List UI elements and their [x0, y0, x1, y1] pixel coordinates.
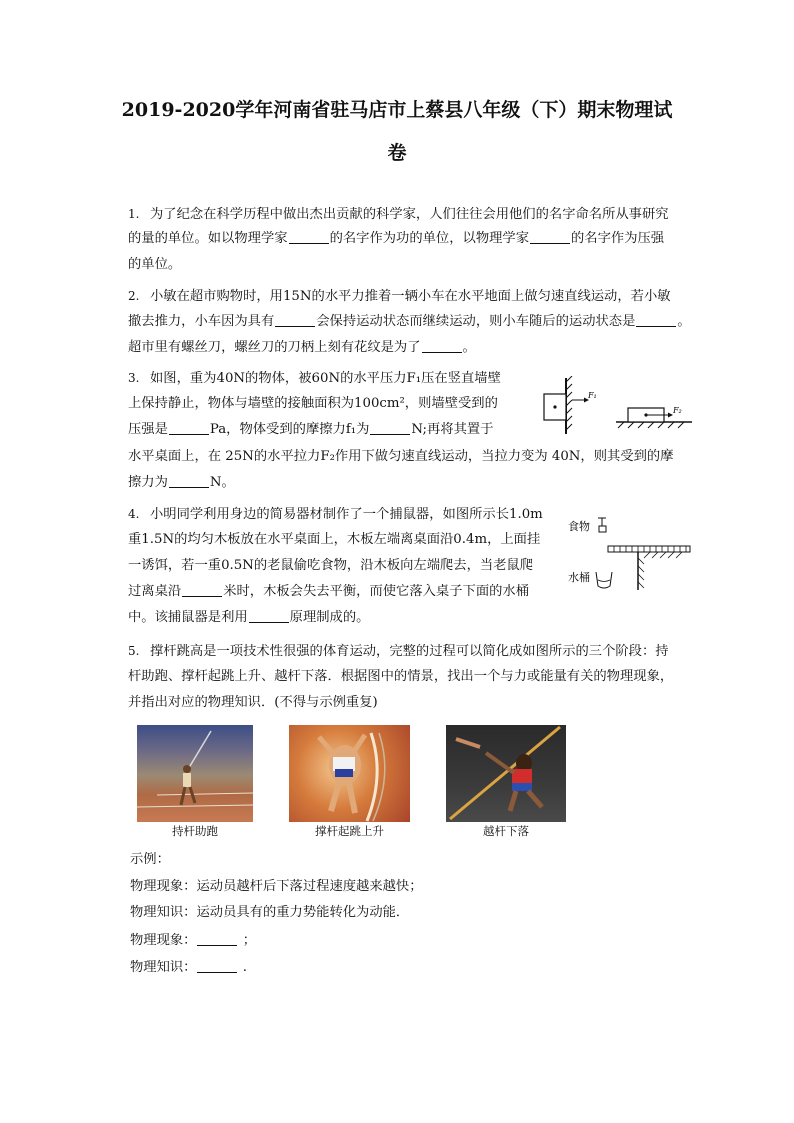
answer-blank[interactable]	[275, 312, 315, 327]
answer-blank[interactable]	[197, 958, 237, 973]
answer-blank[interactable]	[636, 312, 676, 327]
q5-line3: 并指出对应的物理知识．(不得与示例重复)	[128, 695, 378, 710]
q4-line2: 重1.5N的均匀木板放在水平桌面上，木板左端离桌面沿0.4m，上面挂	[128, 532, 541, 547]
pole-takeoff-photo	[289, 725, 410, 822]
bait-hook-figure	[598, 518, 606, 532]
bar-clearance-photo	[446, 725, 566, 822]
answer-blank[interactable]	[370, 420, 410, 435]
q3-force-diagram	[536, 376, 696, 436]
caption-bar-clearance: 越杆下落	[483, 824, 529, 838]
wooden-board-figure	[608, 546, 690, 552]
q5-number: 5.	[128, 644, 140, 658]
q1-number: 1.	[128, 207, 140, 221]
q1-line2: 的量的单位。如以物理学家 的名字作为功的单位，以物理学家 的名字作为压强	[128, 231, 665, 246]
q3-line3: 压强是 Pa，物体受到的摩擦力f₁为 N;再将其置于	[128, 422, 494, 437]
q3-line4: 水平桌面上，在 25N的水平拉力F₂作用下做匀速直线运动，当拉力变为 40N，则其受到的摩	[128, 449, 674, 464]
q3-number: 3.	[128, 371, 140, 385]
answer-blank[interactable]	[249, 608, 289, 623]
answer-blank[interactable]	[289, 229, 329, 244]
q2-line1: 2. 小敏在超市购物时，用15N的水平力推着一辆小车在水平地面上做匀速直线运动，若小敏	[128, 285, 671, 308]
example-phenomenon: 物理现象：运动员越杆后下落过程速度越来越快；	[130, 879, 423, 894]
q2-number: 2.	[128, 289, 140, 303]
q3-line1: 3. 如图，重为40N的物体，被60N的水平压力F₁压在竖直墙壁	[128, 367, 501, 390]
mousetrap-diagram	[566, 508, 694, 594]
q3-line2: 上保持静止，物体与墙壁的接触面积为100cm²，则墙壁受到的	[128, 396, 498, 411]
water-bucket-figure	[596, 572, 612, 588]
answer-blank[interactable]	[169, 473, 209, 488]
q4-line4: 过离桌沿 米时，木板会失去平衡，而使它落入桌子下面的水桶	[128, 584, 530, 599]
q2-line3: 超市里有螺丝刀，螺丝刀的刀柄上刻有花纹是为了 。	[128, 340, 476, 355]
answer-blank[interactable]	[422, 338, 462, 353]
answer-blank[interactable]	[182, 582, 222, 597]
q4-number: 4.	[128, 507, 140, 521]
q4-line1: 4. 小明同学利用身边的简易器材制作了一个捕鼠器，如图所示长1.0m	[128, 503, 543, 526]
answer-blank[interactable]	[197, 931, 237, 946]
q1-line1: 1. 为了纪念在科学历程中做出杰出贡献的科学家，人们往往会用他们的名字命名所从事研究	[128, 203, 669, 226]
caption-pole-takeoff: 撑杆起跳上升	[315, 824, 384, 838]
caption-pole-run: 持杆助跑	[172, 824, 218, 838]
example-heading: 示例：	[130, 852, 170, 867]
exam-title-line1: 2019-2020学年河南省驻马店市上蔡县八年级（下）期末物理试	[121, 99, 673, 121]
pole-run-photo	[137, 725, 253, 822]
bucket-label: 水桶	[568, 571, 590, 584]
q2-line2: 撤去推力，小车因为具有 会保持运动状态而继续运动，则小车随后的运动状态是 。	[128, 314, 691, 329]
q4-line5: 中。该捕鼠器是利用 原理制成的。	[128, 610, 370, 625]
answer-blank[interactable]	[169, 420, 209, 435]
force-label-f1: F₁	[588, 391, 597, 400]
q4-line3: 一诱饵，若一重0.5N的老鼠偷吃食物，沿木板向左端爬去，当老鼠爬	[128, 558, 534, 573]
answer-knowledge-line: 物理知识： .	[130, 960, 247, 975]
answer-blank[interactable]	[530, 229, 570, 244]
wall-block-figure	[544, 376, 589, 434]
table-edge-figure	[638, 552, 690, 590]
q3-line5: 擦力为 N。	[128, 475, 235, 490]
q5-line1: 5. 撑杆跳高是一项技术性很强的体育运动，完整的过程可以简化成如图所示的三个阶段：持	[128, 640, 669, 663]
force-label-f2: F₂	[673, 406, 682, 415]
food-label: 食物	[568, 520, 590, 533]
q1-line3: 的单位。	[128, 257, 182, 272]
exam-title-line2: 卷	[387, 142, 407, 164]
example-knowledge: 物理知识：运动员具有的重力势能转化为动能．	[130, 905, 410, 920]
q5-line2: 杆助跑、撑杆起跳上升、越杆下落．根据图中的情景，找出一个与力或能量有关的物理现象，	[128, 669, 674, 684]
answer-phenomenon-line: 物理现象： ；	[130, 933, 257, 948]
